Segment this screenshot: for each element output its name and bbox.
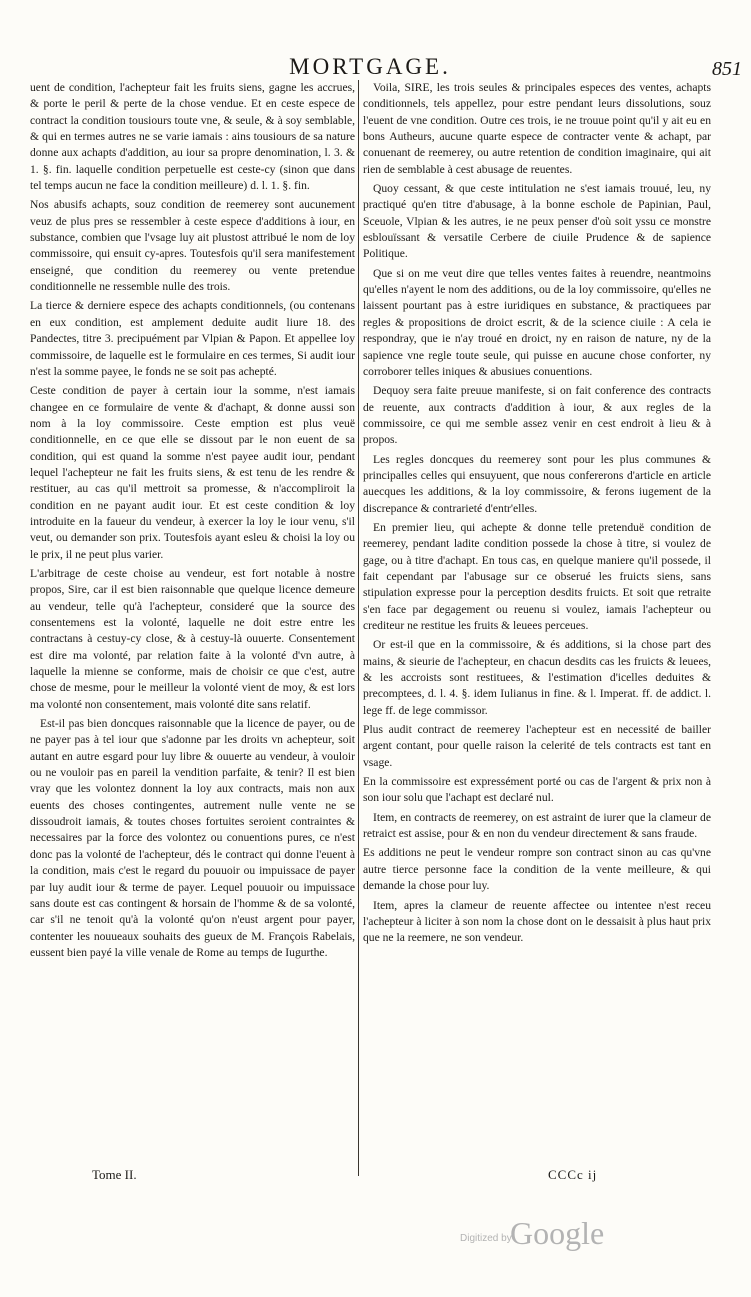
left-paragraph-2: Nos abusifs achapts, souz condition de reemerey sont aucunement veuz de plus pres se ressembler à ceste espece d'additions à iour, en substance, combien que l'vsage luy ait plustost attribué le nom de loy commissoire, qui ensuit cy-apres. Toutesfois qu'il sera manifestement enseigné, que condition du reemerey ou vente pretendue conditionnelle ne ressemble nulle des trois.	[30, 198, 355, 294]
right-column	[363, 80, 711, 950]
right-paragraph-11: Es additions ne peut le vendeur rompre son contract sinon au cas qu'vne autre tierce personne face la condition de la vente meilleure, & qui demande la chose pour luy.	[363, 846, 711, 893]
left-column	[30, 80, 355, 964]
watermark-digitized-by: Digitized by	[460, 1233, 512, 1244]
left-paragraph-1: uent de condition, l'achepteur fait les fruits siens, gagne les accrues, & porte le peril & perte de la chose vendue. Et en ceste espece de contract la condition tousiours toute vne, & seule, & à soy semblable, & qui en termes autres ne se varie iamais : ains tousiours de sa nature donne aux achapts d'addition, au iour sa propre denomination, l. 3. & 1. §. fin. laquelle condition perpetuelle est ceste-cy (sinon que dans tel temps aucun ne face la condition meilleure) d. l. 1. §. fin.	[30, 81, 355, 193]
right-paragraph-8: Plus audit contract de reemerey l'achepteur est en necessité de bailler argent contant, pour quelle raison la celerité de tels contracts est tant en vsage.	[363, 723, 711, 769]
volume-label: Tome II.	[92, 1167, 137, 1182]
right-paragraph-10: Item, en contracts de reemerey, on est astraint de iurer que la clameur de retraict est assise, pour & en non du vendeur directement & sans fraude.	[363, 810, 711, 841]
watermark-google-logo: Google	[510, 1215, 605, 1251]
right-paragraph-2: Quoy cessant, & que ceste intitulation ne s'est iamais trouué, leu, ny practiqué qu'en titre d'abusage, à la bonne eschole de Papinian, Paul, Sceuole, Vlpian & les autres, ie ne peux penser d'où soit yssu ce monstre esblouïssant & versatile Cerbere de ciuile Prudence & de sapience Politique.	[363, 182, 711, 261]
column-divider	[358, 80, 359, 1176]
left-paragraph-5: L'arbitrage de ceste choise au vendeur, est fort notable à nostre propos, Sire, car il est bien raisonnable que quelque licence demeure au vendeur, telle qu'à l'achepteur, consideré que la source des consentemens est la volonté, laquelle ne doit estre entre les contractans à cestuy-cy close, & à cestuy-là ouuerte. Consentement est dire ma volonté, par relation faite à la volonté d'vn autre, à laquelle la mienne se conforme, mais de choisir ce que c'est, autre chose de mesme, pour le meilleur la volonté vient de moy, & est lors ma volonté non consentement, mais volonté dite sans relatif.	[30, 566, 355, 711]
right-paragraph-4: Dequoy sera faite preuue manifeste, si on fait conference des contracts de reuente, aux contracts d'addition à iour, & aux regles de la commissoire, ce qui me semble assez venir en cest endroit à lieu & à propos.	[363, 384, 711, 447]
right-paragraph-5: Les regles doncques du reemerey sont pour les plus communes & principalles celles qui ensuyuent, que nous confererons d'article en article auecques les additions, & la loy commissoire, & ferons iugement de la discrepance & contrarieté d'entr'elles.	[363, 452, 711, 515]
right-paragraph-12: Item, apres la clameur de reuente affectee ou intentee n'est receu l'achepteur à liciter à son nom la chose dont on le dessaisit à plus haut prix que ne la reemere, ne son vendeur.	[363, 898, 711, 945]
right-paragraph-7: Or est-il que en la commissoire, & és additions, si la chose part des mains, & sieurie de l'achepteur, en chacun desdits cas les fruicts & leuees, & les accroists sont restituees, & l'estimation d'icelles deduites & precomptees, d. l. 4. §. idem Iulianus in fine. & l. Imperat. ff. de addict. l. lege ff. de lege commissor.	[363, 638, 711, 717]
running-head: MORTGAGE.	[289, 54, 451, 79]
page-number: 851	[712, 58, 742, 80]
left-paragraph-4: Ceste condition de payer à certain iour la somme, n'est iamais changee en ce formulaire de vente & d'achapt, & donne aussi son nom à la loy commissoire. Ceste emption est plus veuë conditionnelle, en ce que elle se dissout par le non euent de sa condition, qui est quand la somme n'est payee audit iour, pendant lequel l'achepteur ne fait les fruits siens, & est tenu de les rendre & restituer, au cas qu'il mettroit sa promesse, & n'accompliroit la condition en ne payant audit iour. Et est ceste condition & loy introduite en la faueur du vendeur, à exercer la loy le iour venu, s'il veut, ou demander son prix. Toutesfois ayant esleu & choisi la loy ou le prix, il ne peut plus varier.	[30, 384, 355, 561]
right-paragraph-1: Voila, SIRE, les trois seules & principales especes des ventes, achapts conditionnels, tels appellez, pour estre pendant leurs dissolutions, souz l'euent de vne condition. Outre ces trois, ie ne trouue point qu'il y ait eu en bons Autheurs, aucune quarte espece de contracter vente & achapt, par conuenant de reemerey, ou autre retention de condition imaginaire, qui ait rien de semblable à cest abusage de reuentes.	[363, 81, 711, 176]
left-paragraph-6: Est-il pas bien doncques raisonnable que la licence de payer, ou de ne payer pas à tel iour que s'adonne par les droits vn achepteur, soit autant en autre esgard pour luy libre & ouuerte au vendeur, à vouloir ou ne vouloir pas en pareil la vendition parfaite, & tenir? Il est bien vray que les volontez donnent la loy aux contracts, mais non aux euents des choses contingentes, autrement nulle vente ne se dissoudroit iamais, & toutes choses fortuites seroient contraintes & necessaires par la force des volontez ou conuentions pures, ce n'est donc pas la volonté de l'achepteur, dés le contract qui donne l'euent à la condition, mais c'est le regard du pouuoir ou impuissace de payer par luy audit iour & terme de payer. Lequel pouuoir ou impuissace sans doute est cas contingent & horsain de l'homme & de sa volonté, car s'il ne tenoit qu'à la volonté qu'on n'eust argent pour payer, contenter les nouueaux souhaits des gueux de M. François Rabelais, eussent bien payé la ville venale de Rome au temps de Iugurthe.	[30, 717, 355, 959]
signature-mark: CCCc ij	[548, 1167, 598, 1182]
right-paragraph-9: En la commissoire est expressément porté ou cas de l'argent & prix non à son iour solu que l'achapt est declaré nul.	[363, 775, 711, 805]
left-paragraph-3: La tierce & derniere espece des achapts conditionnels, (ou contenans en eux condition, est amplement deduite audit liure 18. des Pandectes, titre 3. precipuément par Vlpian & Papon. Et appellee loy commissoire, de laquelle est le formulaire en ces termes, Si audit iour n'est la somme payee, le fonds ne se soit pas achepté.	[30, 299, 355, 378]
right-paragraph-6: En premier lieu, qui achepte & donne telle pretenduë condition de reemerey, pendant ladite condition possede la chose à titre, si voulez de gage, ou à titre d'achapt. En tous cas, en quelque maniere qu'il possede, il fait cependant par l'abusage sur ce obserué les fruicts siens, sans stipulation expresse pour la perception desdits fruicts. Et soit que retraite s'en face par degagement ou reuenu si voulez, iamais l'achepteur ou crediteur ne restitue les fruits & leuees perceues.	[363, 520, 711, 632]
google-watermark	[460, 1215, 660, 1255]
right-paragraph-3: Que si on me veut dire que telles ventes faites à reuendre, neantmoins qu'elles n'ayent le nom des additions, ou de la loy commissoire, qu'elles ne laissent pourtant pas à estre iuridiques en substance, & practiquees par regles & propositions de droict escrit, & de la science ciuile : A cela ie respondray, que ie n'ay troué en droict, ny en raison de nature, ny de la sapience vne regle toute seule, qui puisse en aucune chose conforter, ny corroborer telles iniques & abusiues conuentions.	[363, 266, 711, 378]
